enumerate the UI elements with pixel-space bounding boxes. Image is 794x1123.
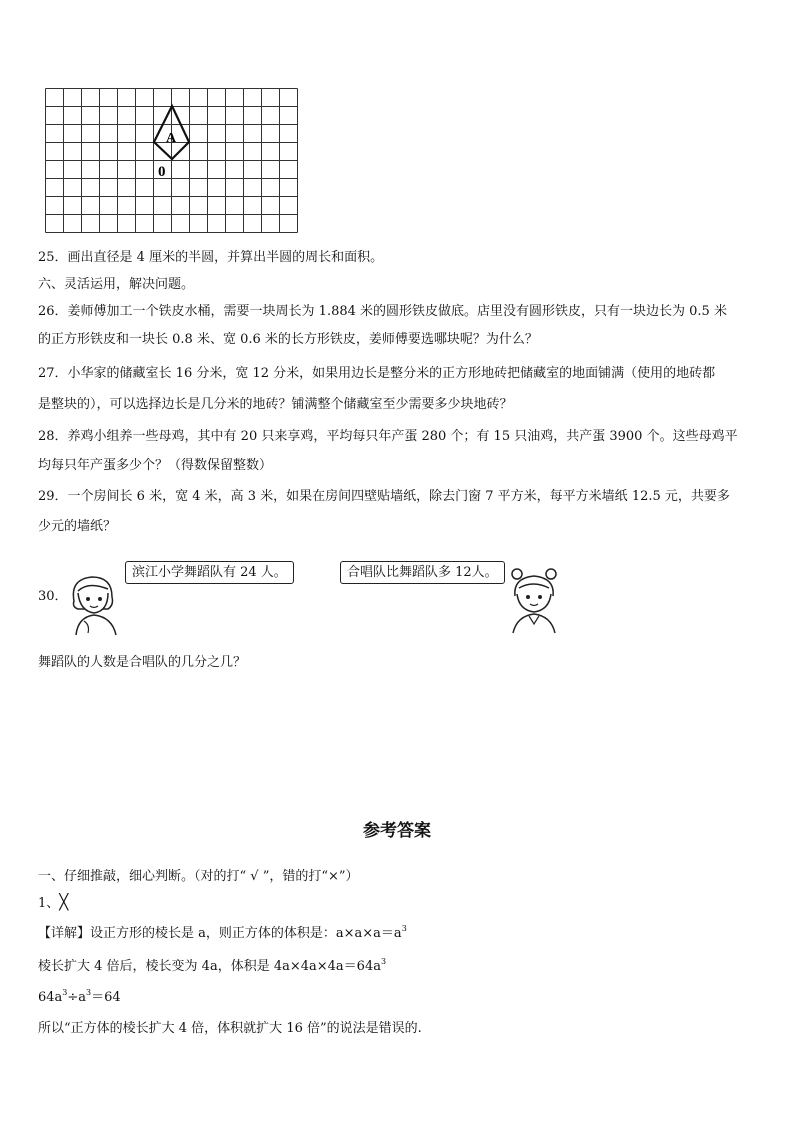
detail-text: 设正方形的棱长是 a，则正方体的体积是：a×a×a＝a [90, 926, 402, 941]
grid-figure [45, 88, 301, 234]
exponent: 3 [86, 988, 92, 997]
answer-1-step3 [38, 990, 121, 1006]
exponent: 3 [62, 988, 68, 997]
question-29-line2: 少元的墙纸？ [38, 519, 117, 534]
kite-vertex-label: A [166, 131, 177, 146]
exponent: 3 [401, 924, 407, 933]
question-28-line1: 28．养鸡小组养一些母鸡，其中有 20 只来享鸡，平均每只年产蛋 280 个；有 15 只油鸡，共产蛋 3900 个。这些母鸡平 [38, 429, 738, 444]
answer-1 [38, 894, 68, 912]
girl-right-illustration [505, 566, 563, 634]
answer-1-step2 [38, 959, 386, 975]
answers-title: 参考答案 [363, 821, 431, 841]
detail-label: 【详解】 [38, 926, 91, 941]
answer-1-number: 1、 [38, 896, 60, 911]
question-26-line2: 的正方形铁皮和一块长 0.8 米、宽 0.6 米的长方形铁皮，姜师傅要选哪块呢？为什么？ [38, 332, 538, 347]
step3-mid: ÷a [67, 990, 87, 1005]
answer-1-detail [38, 926, 407, 942]
origin-label: 0 [158, 164, 166, 180]
answer-1-conclusion: 所以“正方体的棱长扩大 4 倍，体积就扩大 16 倍”的说法是错误的. [38, 1021, 422, 1036]
step3-end: ＝64 [91, 990, 121, 1005]
question-27-line1: 27．小华家的储藏室长 16 分米，宽 12 分米，如果用边长是整分米的正方形地砖把储藏室的地面铺满（使用的地砖都 [38, 366, 716, 381]
question-26-line1: 26．姜师傅加工一个铁皮水桶，需要一块周长为 1.884 米的圆形铁皮做底。店里没有圆形铁皮，只有一块边长为 0.5 米 [38, 304, 727, 319]
question-25: 25．画出直径是 4 厘米的半圆，并算出半圆的周长和面积。 [38, 250, 384, 265]
question-29-line1: 29．一个房间长 6 米，宽 4 米，高 3 米，如果在房间四壁贴墙纸，除去门窗 7 平方米，每平方米墙纸 12.5 元，共要多 [38, 489, 730, 504]
section-6-heading: 六、灵活运用，解决问题。 [38, 277, 195, 292]
question-30-number: 30． [38, 589, 68, 604]
cross-mark-icon: ╳ [59, 893, 69, 911]
step2-text: 棱长扩大 4 倍后，棱长变为 4a，体积是 4a×4a×4a＝64a [38, 959, 381, 974]
girl-left-illustration [64, 571, 126, 637]
exponent: 3 [380, 957, 387, 966]
speech-bubble-left: 滨江小学舞蹈队有 24 人。 [125, 561, 294, 584]
speech-bubble-right: 合唱队比舞蹈队多 12人。 [340, 561, 505, 584]
question-30-text: 舞蹈队的人数是合唱队的几分之几？ [38, 655, 247, 670]
answers-section-1-heading: 一、仔细推敲，细心判断。（对的打“ √ ”，错的打“×”） [38, 869, 359, 884]
step3-base: 64a [38, 990, 63, 1005]
question-28-line2: 均每只年产蛋多少个？（得数保留整数） [38, 458, 273, 473]
question-27-line2: 是整块的），可以选择边长是几分米的地砖？铺满整个储藏室至少需要多少块地砖？ [38, 397, 513, 412]
